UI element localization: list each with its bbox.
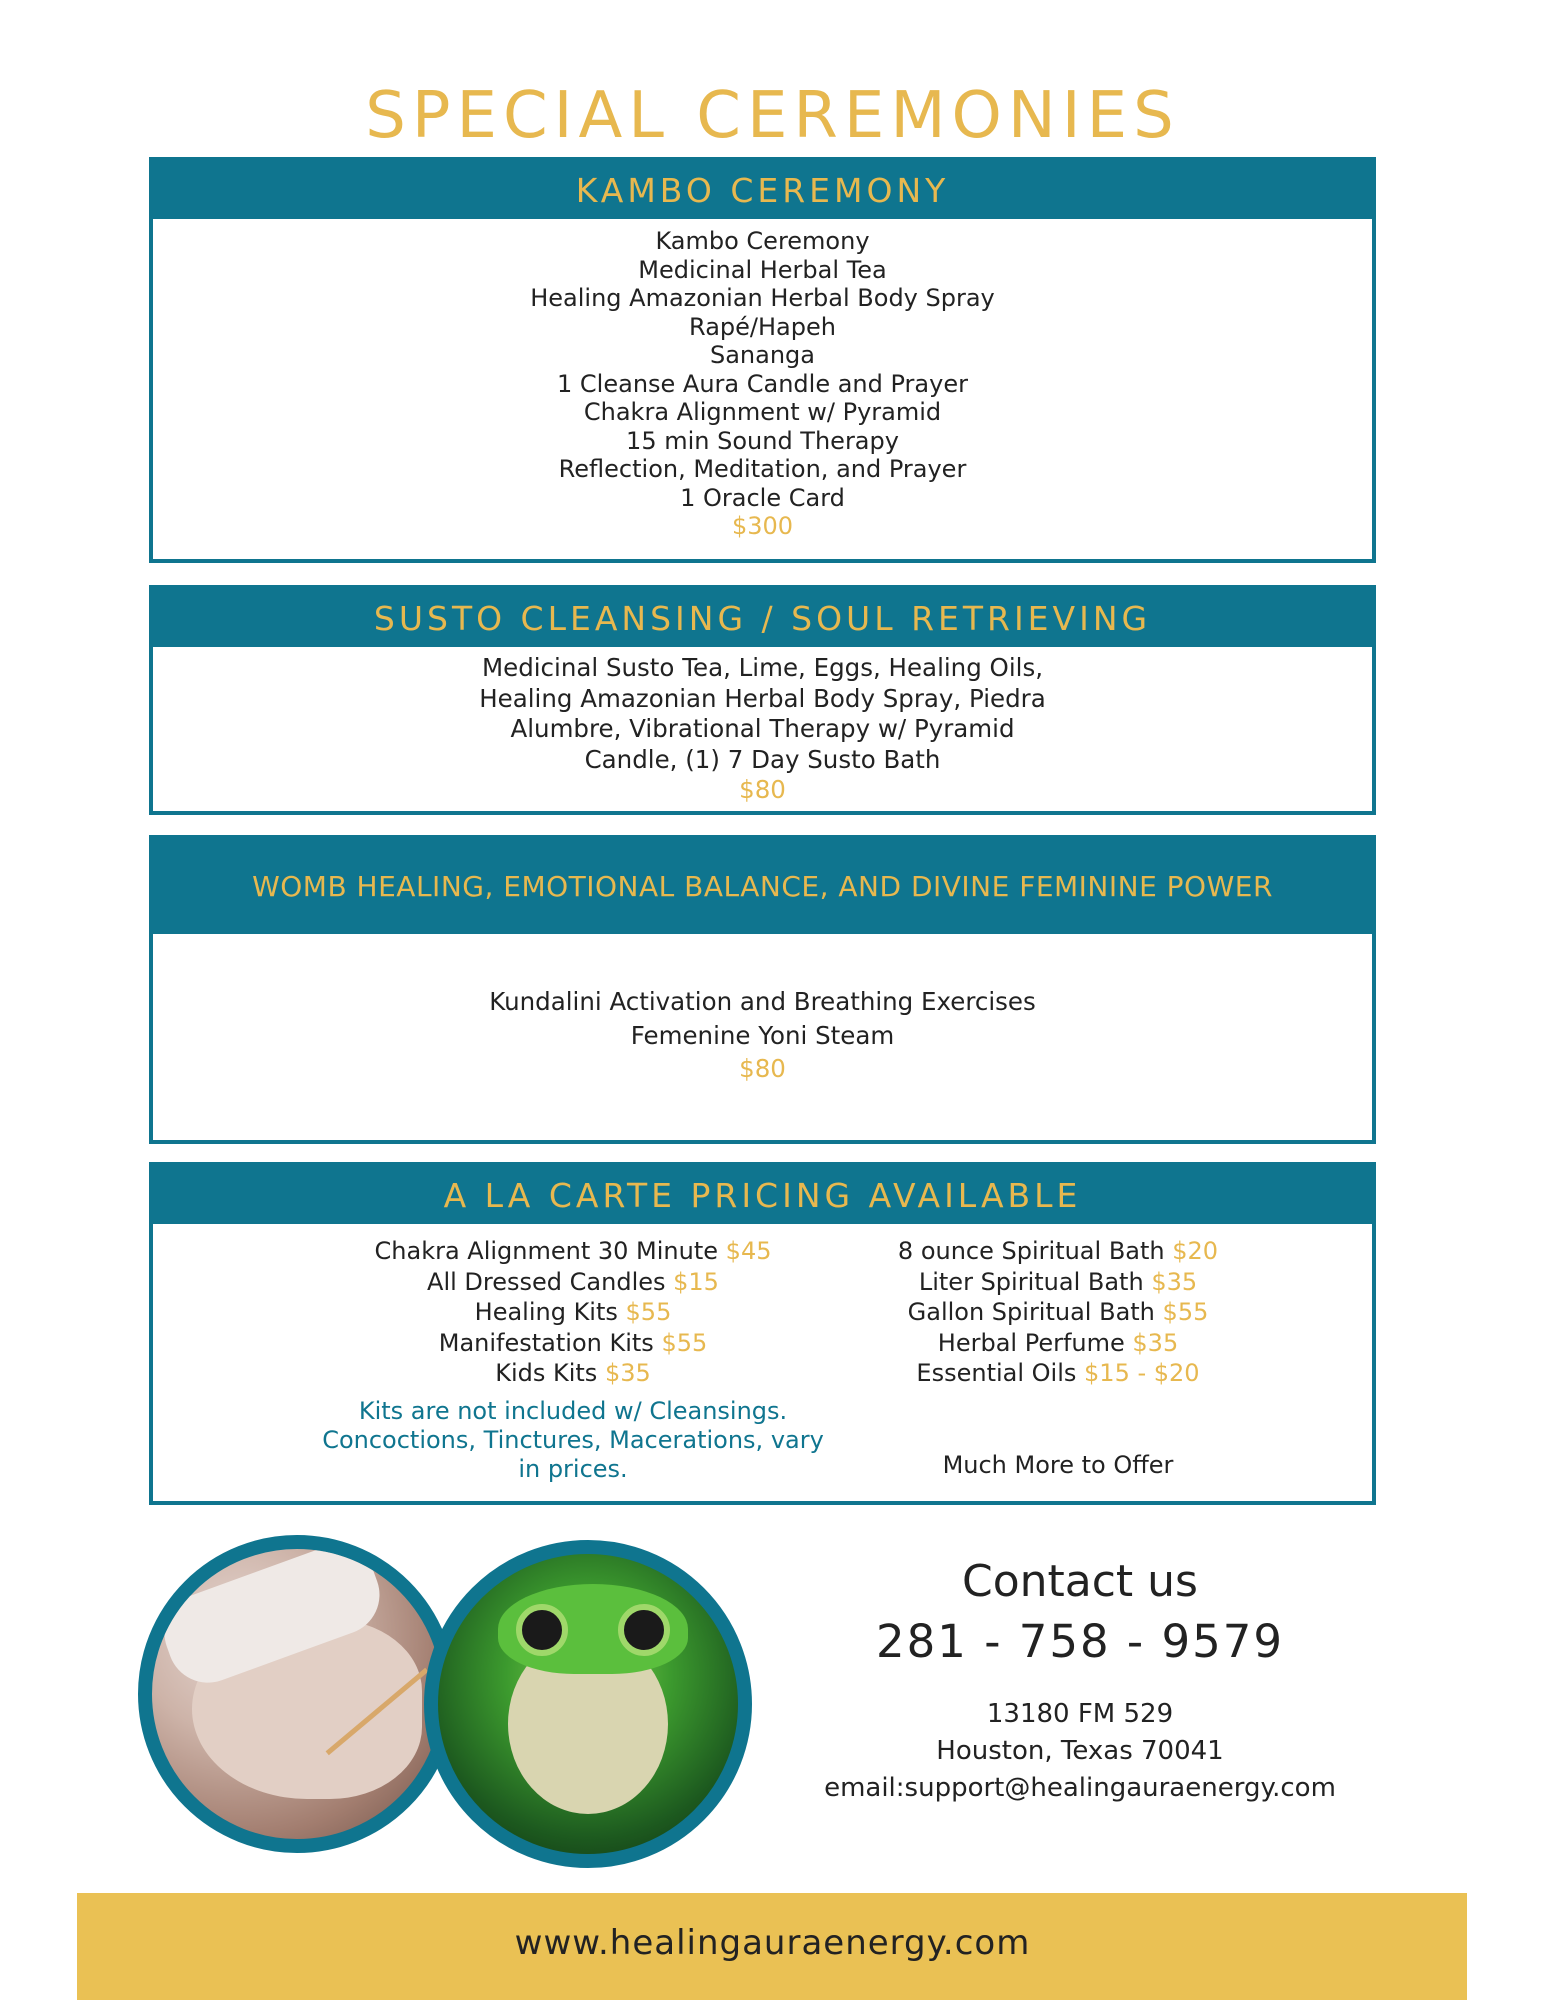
item-price: $55 xyxy=(1162,1298,1209,1326)
carte-item xyxy=(793,1236,1323,1267)
kits-note-line: in prices. xyxy=(518,1454,628,1483)
kambo-item: Medicinal Herbal Tea xyxy=(638,255,887,284)
item-name: Chakra Alignment 30 Minute xyxy=(374,1237,719,1265)
kambo-ceremony-card xyxy=(149,157,1376,563)
address-line: Houston, Texas 70041 xyxy=(936,1736,1224,1766)
kambo-item: 1 Cleanse Aura Candle and Prayer xyxy=(557,369,968,398)
susto-line: Medicinal Susto Tea, Lime, Eggs, Healing Oils, xyxy=(481,653,1043,682)
womb-item: Kundalini Activation and Breathing Exercises xyxy=(489,987,1036,1016)
kambo-item: Kambo Ceremony xyxy=(655,227,870,255)
item-name: Kids Kits xyxy=(495,1359,598,1387)
frog-eye-icon xyxy=(618,1604,670,1656)
item-price: $15 xyxy=(673,1267,719,1296)
susto-line: Candle, (1) 7 Day Susto Bath xyxy=(584,744,941,774)
carte-right-column xyxy=(793,1236,1323,1389)
frog-eye-icon xyxy=(516,1604,568,1656)
item-name: Healing Kits xyxy=(474,1298,618,1326)
womb-item: Femenine Yoni Steam xyxy=(630,1020,895,1050)
carte-item xyxy=(793,1358,1323,1389)
carte-item xyxy=(793,1267,1323,1298)
website-link[interactable]: www.healingauraenergy.com xyxy=(514,1923,1031,1963)
susto-line: Alumbre, Vibrational Therapy w/ Pyramid xyxy=(510,714,1015,743)
item-name: Essential Oils xyxy=(916,1359,1077,1387)
kambo-item: Reflection, Meditation, and Prayer xyxy=(558,455,967,483)
item-price: $55 xyxy=(625,1298,672,1326)
susto-line: Healing Amazonian Herbal Body Spray, Piedra xyxy=(479,683,1046,713)
item-price: $45 xyxy=(725,1237,772,1265)
kambo-application-photo xyxy=(138,1535,456,1853)
kits-note-line: Concoctions, Tinctures, Macerations, vary xyxy=(322,1425,824,1454)
item-price: $35 xyxy=(1151,1267,1198,1296)
kambo-item: Chakra Alignment w/ Pyramid xyxy=(583,398,942,426)
item-price: $35 xyxy=(604,1359,651,1387)
susto-price: $80 xyxy=(739,775,786,804)
contact-title: Contact us xyxy=(962,1556,1198,1607)
item-name: Gallon Spiritual Bath xyxy=(907,1298,1155,1326)
kambo-item: Sananga xyxy=(709,341,815,369)
kambo-item: 1 Oracle Card xyxy=(680,483,845,512)
item-price: $55 xyxy=(661,1328,708,1357)
womb-price: $80 xyxy=(739,1054,786,1083)
kambo-item: Rapé/Hapeh xyxy=(689,312,836,341)
contact-phone[interactable]: 281 - 758 - 9579 xyxy=(876,1615,1284,1668)
item-name: 8 ounce Spiritual Bath xyxy=(897,1237,1165,1265)
frog-photo xyxy=(424,1540,752,1868)
contact-email[interactable]: email:support@healingauraenergy.com xyxy=(824,1773,1336,1803)
kambo-price: $300 xyxy=(731,512,794,540)
womb-healing-card xyxy=(149,835,1376,1144)
kits-note-line: Kits are not included w/ Cleansings. xyxy=(358,1396,788,1425)
womb-heading: WOMB HEALING, EMOTIONAL BALANCE, AND DIVINE FEMININE POWER xyxy=(153,839,1372,934)
susto-cleansing-card xyxy=(149,585,1376,815)
item-price: $35 xyxy=(1132,1328,1179,1357)
kambo-body xyxy=(153,219,1372,541)
kambo-item: Healing Amazonian Herbal Body Spray xyxy=(530,284,995,312)
item-name: Herbal Perfume xyxy=(937,1328,1125,1357)
contact-address xyxy=(770,1696,1390,1807)
item-name: Liter Spiritual Bath xyxy=(918,1267,1144,1296)
item-price: $20 xyxy=(1172,1237,1219,1265)
susto-body xyxy=(153,647,1372,806)
much-more-text: Much More to Offer xyxy=(942,1451,1174,1479)
a-la-carte-card xyxy=(149,1162,1376,1505)
kambo-heading: KAMBO CEREMONY xyxy=(153,161,1372,219)
womb-body xyxy=(153,934,1372,1086)
carte-item xyxy=(793,1328,1323,1359)
carte-item xyxy=(793,1297,1323,1328)
page-title: SPECIAL CEREMONIES xyxy=(365,79,1180,153)
kambo-item: 15 min Sound Therapy xyxy=(626,426,899,455)
susto-heading: SUSTO CLEANSING / SOUL RETRIEVING xyxy=(153,589,1372,647)
address-line: 13180 FM 529 xyxy=(986,1699,1174,1729)
carte-heading: A LA CARTE PRICING AVAILABLE xyxy=(153,1166,1372,1224)
frog-head-shape xyxy=(498,1584,688,1674)
item-name: All Dressed Candles xyxy=(427,1267,666,1296)
item-price: $15 - $20 xyxy=(1084,1359,1200,1387)
item-name: Manifestation Kits xyxy=(438,1328,654,1357)
